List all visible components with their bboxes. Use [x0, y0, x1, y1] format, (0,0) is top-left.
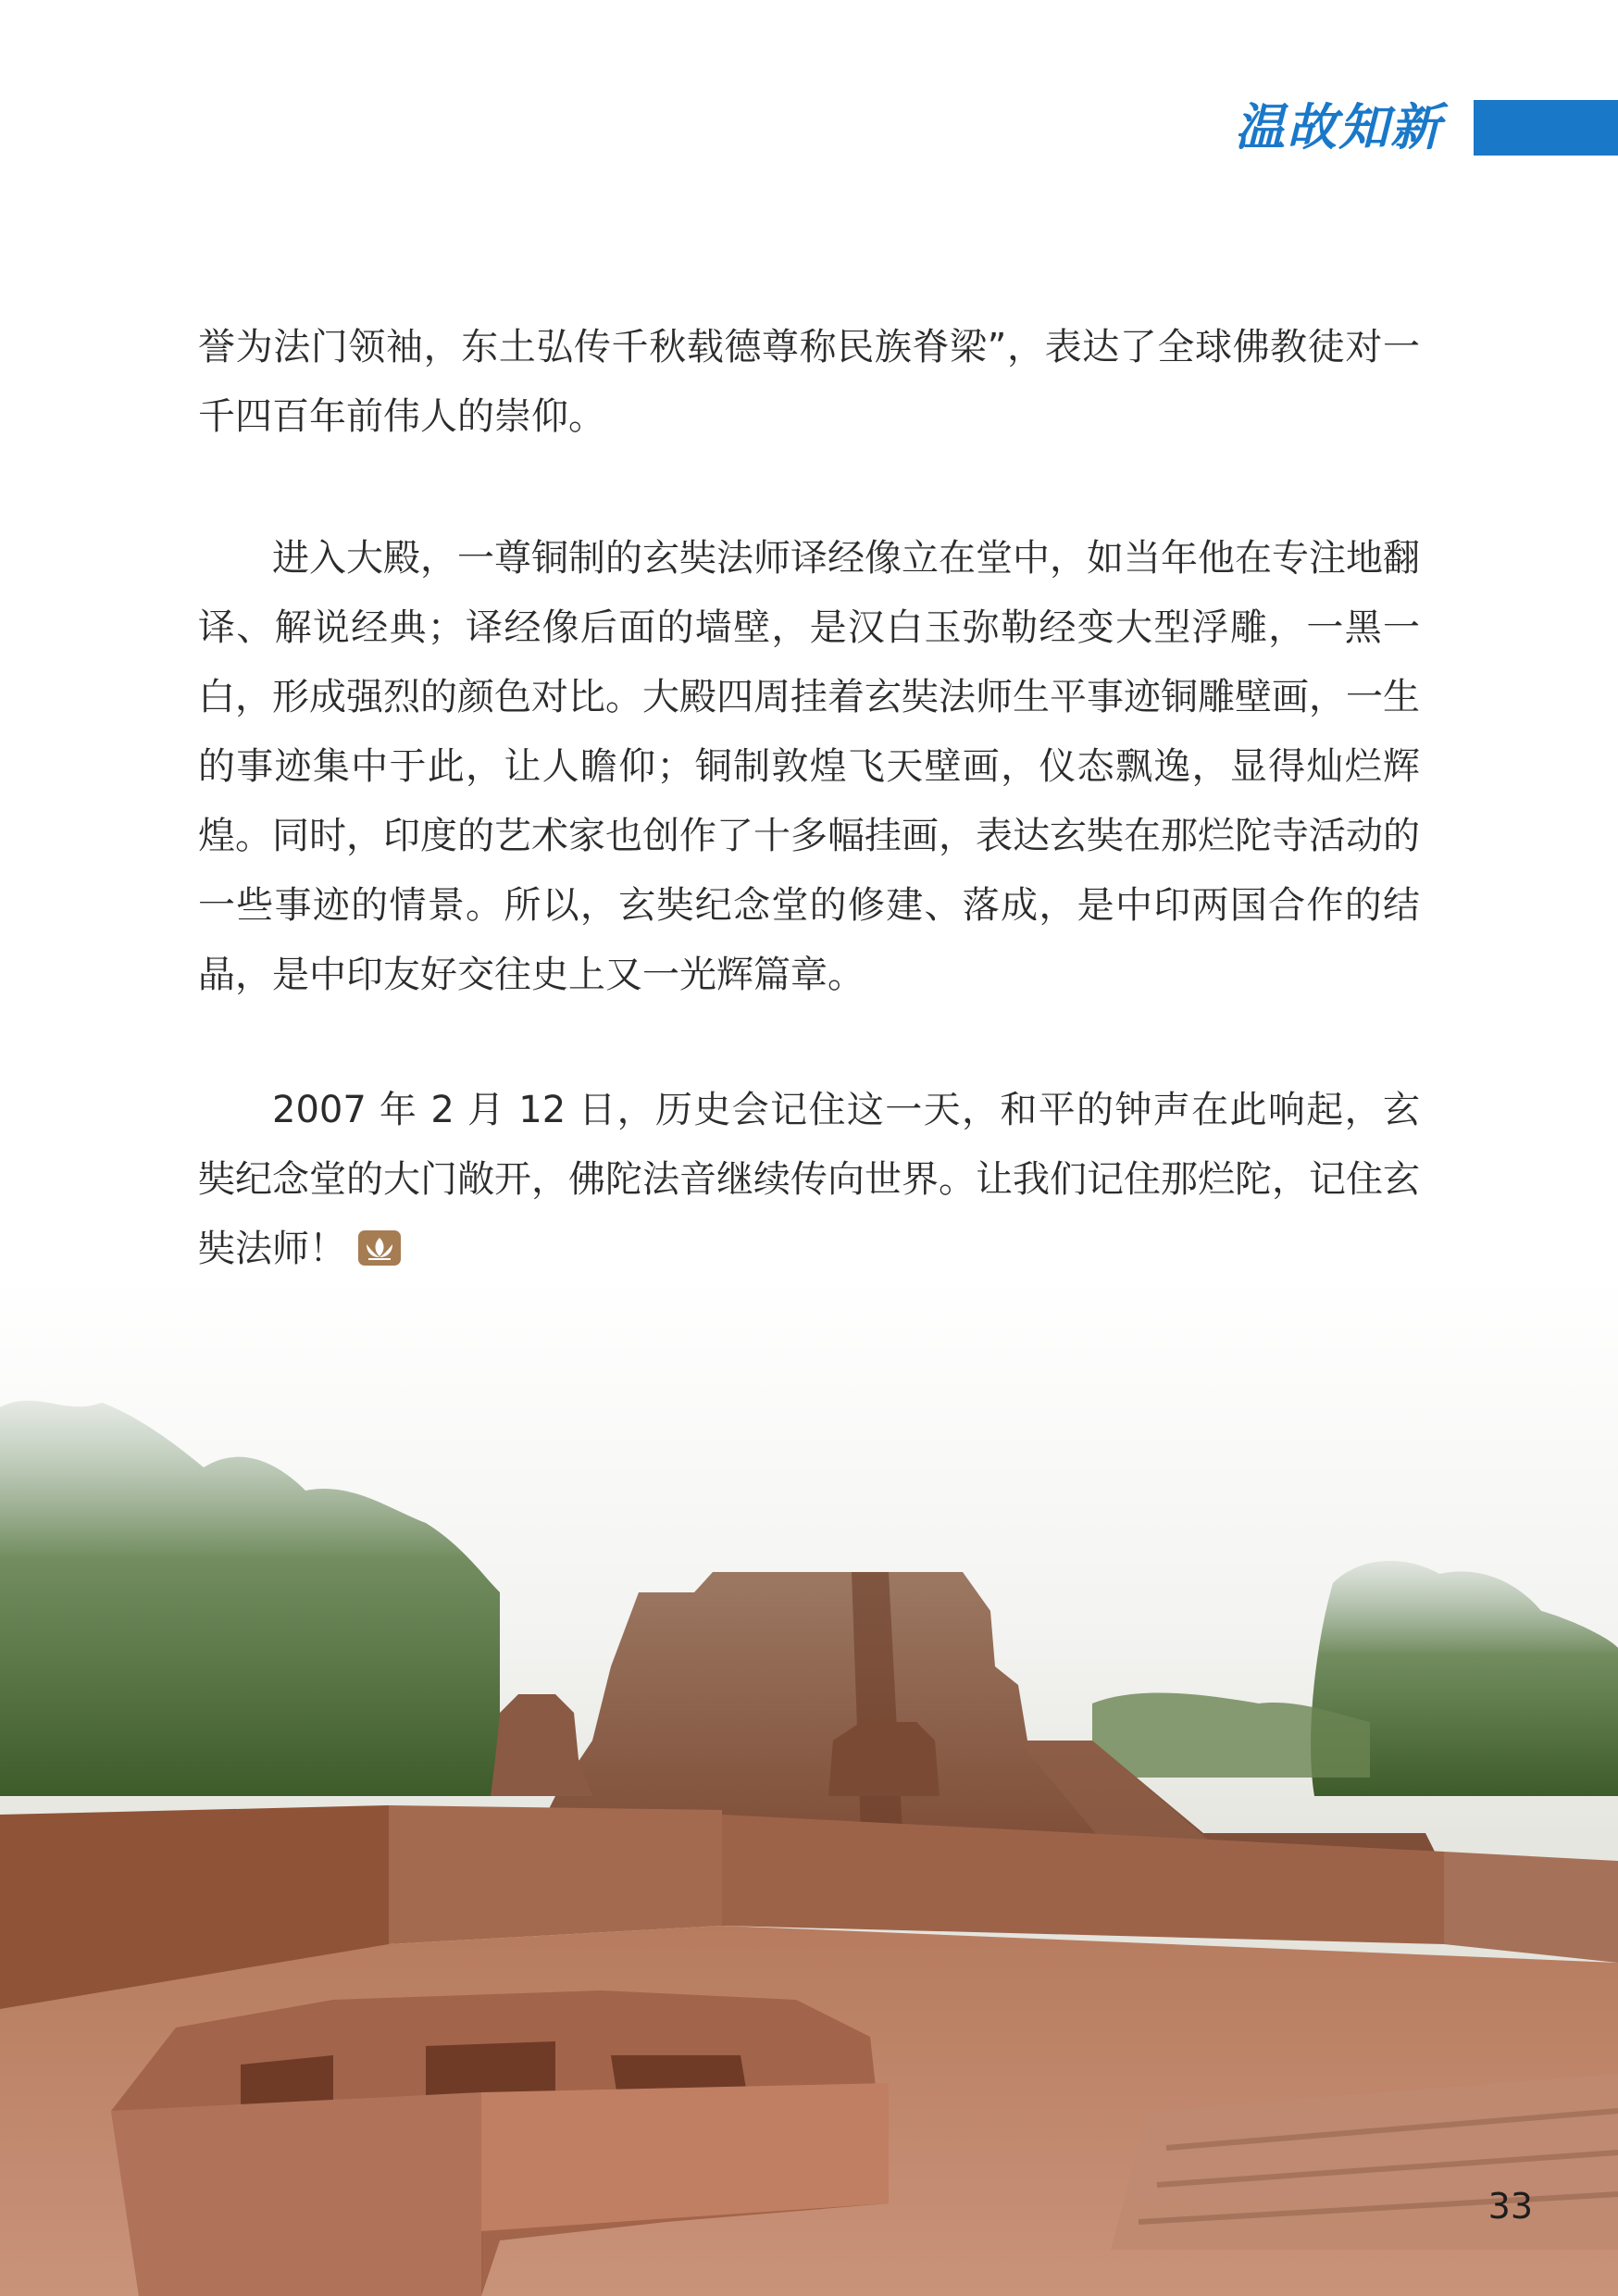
paragraph-1: 誉为法门领袖，东土弘传千秋载德尊称民族脊梁”，表达了全球佛教徒对一千四百年前伟人的崇仰。 — [198, 326, 1420, 438]
nalanda-ruins-photo — [0, 1278, 1618, 2296]
paragraph-2: 进入大殿，一尊铜制的玄奘法师译经像立在堂中，如当年他在专注地翻译、解说经典；译经像后面的墙壁，是汉白玉弥勒经变大型浮雕，一黑一白，形成强烈的颜色对比。大殿四周挂着玄奘法师生平事迹铜雕壁画，一生的事迹集中于此，让人瞻仰；铜制敦煌飞天壁画，仪态飘逸，显得灿烂辉煌。同时，印度的艺术家也创作了十多幅挂画，表达玄奘在那烂陀寺活动的一些事迹的情景。所以，玄奘纪念堂的修建、落成，是中印两国合作的结晶，是中印友好交往史上又一光辉篇章。 — [198, 537, 1420, 996]
section-accent-bar — [1474, 100, 1618, 156]
page-number: 33 — [1487, 2186, 1533, 2227]
paragraph-3 — [198, 1076, 1420, 1284]
section-header — [1235, 100, 1618, 156]
paragraph-3-text: 2007 年 2 月 12 日，历史会记住这一天，和平的钟声在此响起，玄奘纪念堂的大门敞开，佛陀法音继续传向世界。让我们记住那烂陀，记住玄奘法师！ — [198, 1089, 1420, 1270]
section-title: 温故知新 — [1235, 98, 1442, 156]
lotus-icon — [357, 1229, 402, 1267]
